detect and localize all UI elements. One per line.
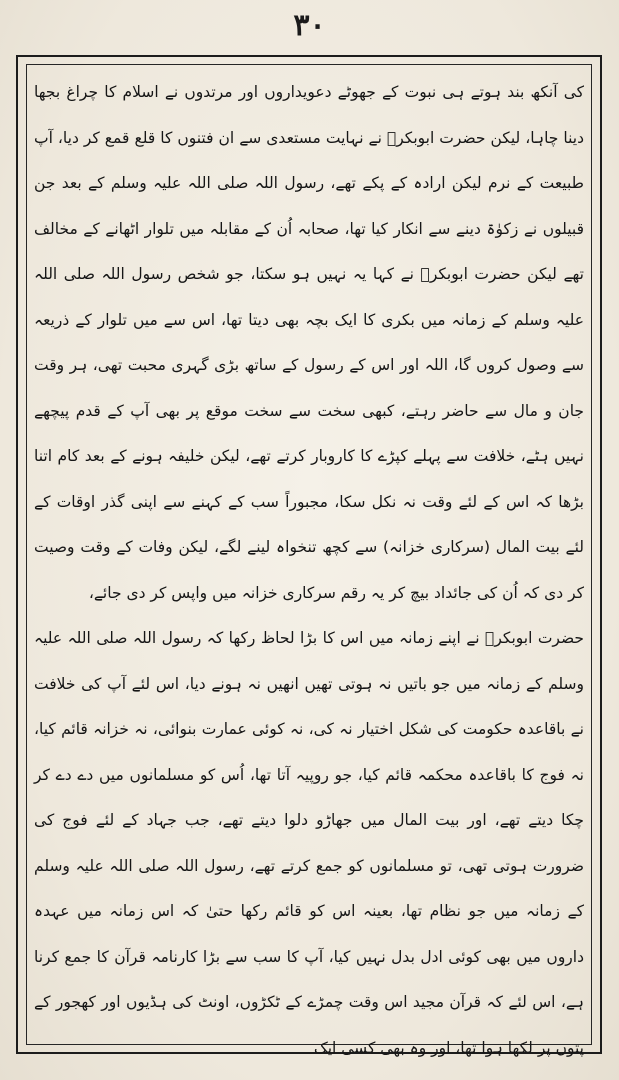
paragraph: کی آنکھ بند ہوتے ہی نبوت کے جھوٹے دعویداروں اور مرتدوں نے اسلام کا چراغ بجھا دینا چاہا، لیکن حضرت ابوبکرؓ نے نہایت مستعدی سے ان فتنوں کا قلع قمع کر دیا، آپ طبیعت کے نرم لیکن ارادہ کے پکے تھے، رسول اللہ صلی اللہ علیہ وسلم کے بعد جن قبیلوں نے زکوٰۃ دینے سے انکار کیا تھا، صحابہ اُن کے مقابلہ میں تلوار اٹھانے کے مخالف تھے لیکن حضرت ابوبکرؓ نے کہا یہ نہیں ہو سکتا، جو شخص رسول اللہ صلی اللہ علیہ وسلم کے زمانہ میں بکری کا ایک بچہ بھی دیتا تھا، اس سے میں تلوار کے ذریعہ سے وصول کروں گا، اللہ اور اس کے رسول کے ساتھ بڑی گہری محبت تھی، ہر وقت جان و مال سے حاضر رہتے، کبھی سخت سے سخت موقع پر بھی آپ کے قدم پیچھے نہیں ہٹے، خلافت سے پہلے کپڑے کا کاروبار کرتے تھے، لیکن خلیفہ ہونے کے بعد کام اتنا بڑھا کہ اس کے لئے وقت نہ نکل سکا، مجبوراً سب کے کہنے سے اپنی گذر اوقات کے لئے بیت المال (سرکاری خزانہ) سے کچھ تنخواہ لینے لگے، لیکن وفات کے وقت وصیت کر دی کہ اُن کی جائداد بیچ کر یہ رقم سرکاری خزانہ میں واپس کر دی جائے، xyxy=(34,83,584,602)
page-body-text xyxy=(34,70,584,1057)
page-number: ۳۰ xyxy=(293,8,326,43)
paragraph: حضرت ابوبکرؓ نے اپنے زمانہ میں اس کا بڑا لحاظ رکھا کہ رسول اللہ صلی اللہ علیہ وسلم کے زمانہ میں جو باتیں نہ ہوتی تھیں انھیں نہ ہونے دیا، اس لئے آپ کی خلافت نے باقاعدہ حکومت کی شکل اختیار نہ کی، نہ کوئی عمارت بنوائی، نہ خزانہ قائم کیا، نہ فوج کا باقاعدہ محکمہ قائم کیا، جو روپیہ آتا تھا، اُس کو مسلمانوں میں دے دے کر چکا دیتے تھے، اور بیت المال میں جھاڑو دلوا دیتے تھے، جب جہاد کے لئے فوج کی ضرورت ہوتی تھی، تو مسلمانوں کو جمع کرتے تھے، رسول اللہ صلی اللہ علیہ وسلم کے زمانہ میں جو نظام تھا، بعینہ اس کو قائم رکھا حتیٰ کہ اس زمانہ میں عہدہ داروں میں بھی کوئی ادل بدل نہیں کیا، آپ کا سب سے بڑا کارنامہ قرآن کا جمع کرنا ہے، اس لئے کہ قرآن مجید اس وقت چمڑے کے ٹکڑوں، اونٹ کی ہڈیوں اور کھجور کے پتوں پر لکھا ہوا تھا، اور وہ بھی کسی ایک xyxy=(34,629,584,1057)
